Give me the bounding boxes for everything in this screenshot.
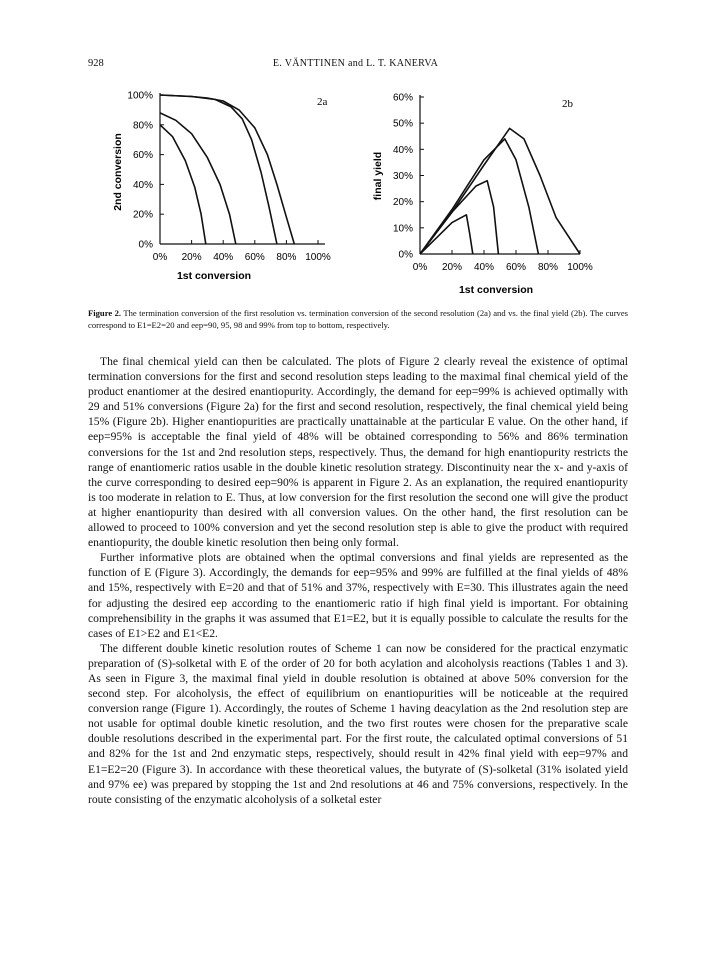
panel-a-xtick-label: 0% (152, 252, 168, 263)
panel-b-xtick-label: 100% (567, 262, 593, 273)
panel-a-ytick-label: 40% (132, 179, 153, 191)
panel-b-curve-1 (420, 128, 580, 254)
panel-b-ytick-label: 60% (392, 92, 413, 104)
panel-a-xtick-label: 20% (181, 252, 202, 263)
paragraph-3: The different double kinetic resolution routes of Scheme 1 can now be considered for the practical enzymatic preparation of (S)-solketal with E of the order of 20 for both acylation and alcoholysis reactions (Tables 1 and 3). As seen in Figure 3, the maximal final yield in double resolution is obtained at above 50% conversion for the second step. For alcoholysis, the effect of equilibrium on enantiopurities will be noticeable at the required conversion range (Figure 1). Accordingly, the routes of Scheme 1 having deacylation as the 2nd resolution step are not usable for optimal double kinetic resolution, and the two first routes were chosen for the preparative scale double resolutions described in the experimental part. For the first route, the calculated optimal conversions of 51 and 82% for the 1st and 2nd enzymatic steps, respectively, should result in 42% final yield with eep=97% and E1=E2=20 (Figure 3). In accordance with these theoretical values, the butyrate of (S)-solketal (31% isolated yield and 97% ee) was prepared by stopping the 1st and 2nd resolutions at 46 and 75% conversions, respectively. In the route consisting of the enzymatic alcoholysis of a solketal ester (88, 641, 628, 806)
panel-b-ytick-label: 50% (392, 118, 413, 130)
paragraph-1: The final chemical yield can then be calculated. The plots of Figure 2 clearly reveal the existence of optimal termination conversions for the first and second resolution steps leading to the maximal final chemical yield of the product enantiomer at the desired enantiopurity. Accordingly, the demand for eep=99% is achieved optimally with 29 and 51% conversions (Figure 2a) for the first and second resolution, respectively, the final chemical yield being 15% (Figure 2b). Higher enantiopurities are practically unattainable at the particular E value. On the other hand, if eep=95% is acceptable the final yield of 48% will be obtained corresponding to 56% and 86% termination conversions for the 1st and 2nd resolution steps, respectively. Thus, the demand for high enantiopurity restricts the range of enantiomeric ratios usable in the double kinetic resolution strategy. Discontinuity near the x- and y-axis of the curve corresponding to desired eep=90% is apparent in Figure 2. As an explanation, the required enantiopurity is too moderate in relation to E. Thus, at low conversion for the first resolution the second one will give the product at higher enantiopurity than desired with all conversion values. On the other hand, the first resolution can be allowed to proceed to 100% conversion and yet the second resolution step is able to give the product with required enantiopurity, the double kinetic resolution then being only formal. (88, 355, 628, 550)
panel-b-ytick-label: 20% (392, 197, 413, 209)
panel-a-curve-3 (160, 113, 236, 244)
figure-2 (0, 0, 711, 300)
panel-a-xtick-label: 80% (276, 252, 297, 263)
running-head: E. VÄNTTINEN and L. T. KANERVA (272, 58, 439, 69)
panel-a-label: 2a (317, 96, 328, 108)
panel-b-xtick-label: 40% (473, 262, 495, 273)
panel-b-ytick-label: 30% (392, 171, 413, 182)
panel-a-ytick-label: 0% (138, 239, 153, 251)
panel-a-curve-2 (160, 95, 277, 244)
panel-b-xtick-label: 0% (412, 262, 428, 273)
panel-b-ytick-label: 40% (392, 144, 413, 156)
panel-b-ytick-label: 0% (398, 249, 413, 261)
panel-b-ylabel: final yield (372, 151, 384, 201)
panel-b-xtick-label: 80% (537, 262, 559, 273)
panel-a-ytick-label: 60% (132, 150, 153, 162)
panel-b-label: 2b (562, 98, 573, 110)
panel-a (112, 91, 331, 283)
caption-text: The termination conversion of the first resolution vs. termination conversion of the second resolution (2a) and vs. the final yield (2b). The curves correspond to E1=E2=20 and eep=90, 95, 98 and 99% from top to bottom, respectively. (88, 308, 629, 330)
panel-a-xtick-label: 40% (213, 252, 234, 263)
panel-a-curve-1 (160, 95, 294, 244)
panel-a-ytick-label: 100% (127, 90, 153, 102)
panel-a-curve-4 (160, 125, 206, 244)
panel-a-xtick-label: 100% (305, 252, 331, 263)
panel-b-ytick-label: 10% (392, 223, 413, 235)
panel-b-xtick-label: 60% (505, 262, 527, 273)
panel-a-xlabel: 1st conversion (176, 270, 252, 282)
paragraph-2: Further informative plots are obtained when the optimal conversions and final yields are represented as the function of E (Figure 3). Accordingly, the demands for eep=95% and 99% are fulfilled at the final yields of 48% and 15%, respectively with E=20 and that of 51% and 37%, respectively with E=30. This illustrates again the need for adjusting the desired eep according to the enantiomeric ratio if high final yield is important. For obtaining comprehensibility in the graphs it was assumed that E1=E2, but it is equally possible to calculate the results for the cases of E1>E2 and E1<E2. (88, 551, 628, 640)
caption-label: Figure 2. (88, 308, 122, 318)
page-number: 928 (88, 58, 104, 69)
panel-a-xtick-label: 60% (244, 252, 265, 263)
panel-a-ytick-label: 80% (132, 120, 153, 132)
body-text (88, 354, 628, 807)
panel-b-xtick-label: 20% (441, 262, 463, 273)
panel-b-xlabel: 1st conversion (458, 284, 534, 296)
panel-a-ylabel: 2nd conversion (112, 133, 124, 211)
figure-caption (88, 307, 628, 331)
panel-a-ytick-label: 20% (132, 209, 153, 221)
panel-b (372, 93, 593, 297)
